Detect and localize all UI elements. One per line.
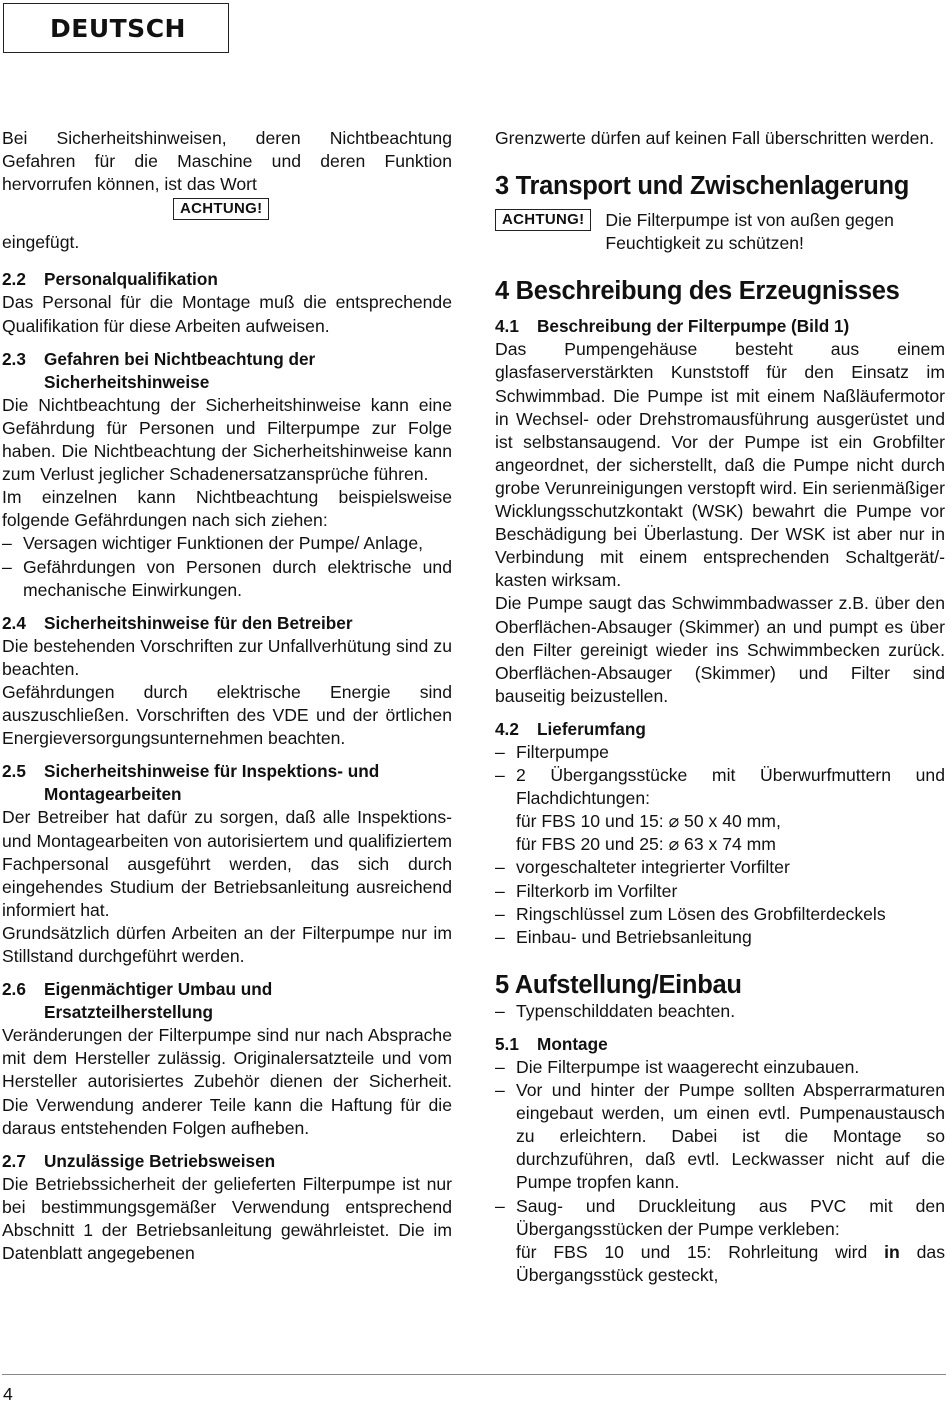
section-2-3	[2, 348, 452, 602]
right-column	[495, 127, 945, 1287]
list-item: – Typenschilddaten beachten.	[495, 1000, 736, 1021]
section-2-5	[2, 760, 452, 968]
list-item: – Filterpumpe	[495, 741, 609, 762]
transport-note-text: Die Filterpumpe ist von außen gegen Feuchtigkeit zu schützen!	[605, 210, 894, 254]
footer-divider	[2, 1374, 946, 1375]
list-item: – Saug- und Druckleitung aus PVC mit den Übergangsstücken der Pumpe verkleben:	[495, 1195, 945, 1239]
montage-note: für FBS 10 und 15: Rohrleitung wird in das Übergangsstück gesteckt,	[516, 1241, 945, 1285]
list-item: – Filterkorb im Vorfilter	[495, 880, 678, 901]
section-4-1	[495, 315, 945, 708]
section-title: Beschreibung der Filterpumpe (Bild 1)	[537, 316, 850, 337]
section-number: 2.4	[2, 612, 26, 633]
section-body: Die Betriebssicherheit der gelieferten Filterpumpe ist nur bei bestimmungsgemäßer Verwendung entsprechend Abschnitt 1 der Betriebsanleitung gewährleistet. Die im Datenblatt angegebenen	[2, 1173, 452, 1264]
left-column	[2, 127, 452, 1265]
list-item: – 2 Übergangsstücke mit Überwurfmuttern und Flachdichtungen:	[495, 765, 945, 809]
section-number: 4.2	[495, 718, 519, 739]
section-2-7	[2, 1150, 452, 1265]
section-number: 2.2	[2, 269, 26, 290]
list-item: – Versagen wichtiger Funktionen der Pumpe/ Anlage,	[2, 533, 424, 554]
section-title-cont: Ersatzteilherstellung	[44, 1002, 214, 1023]
fbs-size-line: für FBS 20 und 25: ⌀ 63 x 74 mm	[516, 834, 776, 855]
section-number: 2.5	[2, 761, 26, 782]
section-number: 4.1	[495, 316, 519, 337]
section-title: Montage	[537, 1033, 608, 1054]
section-2-6	[2, 978, 452, 1140]
section-number: 5.1	[495, 1033, 519, 1054]
section-body: Die Pumpe saugt das Schwimmbadwasser z.B. über den Oberflächen-Absauger (Skimmer) an und pumpt es über den Filter gereinigt wieder ins Schwimmbecken zurück. Oberflächen-Absauger (Skimmer) und Filter sind bauseitig beizustellen.	[495, 593, 945, 706]
section-body: Grundsätzlich dürfen Arbeiten an der Filterpumpe nur im Stillstand durchgeführt werden.	[2, 922, 452, 966]
section-number: 2.7	[2, 1150, 26, 1171]
fbs-size-line: für FBS 10 und 15: ⌀ 50 x 40 mm,	[516, 811, 781, 832]
section-title: Unzulässige Betriebsweisen	[44, 1150, 276, 1171]
section-5-1	[495, 1033, 945, 1287]
section-body: Im einzelnen kann Nichtbeachtung beispielsweise folgende Gefährdungen nach sich ziehen:	[2, 487, 452, 531]
achtung-badge: ACHTUNG!	[495, 209, 591, 231]
section-title: Personalqualifikation	[44, 269, 218, 290]
list-item: – Vor und hinter der Pumpe sollten Absperrarmaturen eingebaut werden, um einen evtl. Pumpenaustausch zu erleichtern. Dabei ist die Montage so durchzuführen, daß evtl. Leckwasser nicht auf die Pumpe tropfen kann.	[495, 1080, 945, 1193]
intro-text: Bei Sicherheitshinweisen, deren Nichtbeachtung Gefahren für die Maschine und deren Funktion hervorrufen können, ist das Wort	[2, 128, 452, 195]
section-title: Lieferumfang	[537, 718, 646, 739]
list-item: – Gefährdungen von Personen durch elektrische und mechanische Einwirkungen.	[2, 556, 452, 600]
section-title: Eigenmächtiger Umbau und	[44, 979, 273, 1000]
section-body: Das Pumpengehäuse besteht aus einem glasfaserverstärkten Kunststoff für den Einsatz im Schwimmbad. Die Pumpe ist mit einem Naßläufermotor in Wechsel- oder Drehstromausführung ausgerüstet und ist selbstansaugend. Vor der Pumpe ist ein Grobfilter angeordnet, der sicherstellt, daß die Pumpe nicht durch grobe Verunreinigungen verstopft wird. Ein serienmäßiger Wicklungsschutzkontakt (WSK) bewahrt die Pumpe vor Beschädigung bei Überlastung. Der WSK ist aber nur in Verbindung mit einem entsprechenden Schaltgerät/-kasten wirksam.	[495, 339, 945, 591]
chapter-3-title: 3 Transport und Zwischenlagerung	[495, 172, 910, 201]
transport-note	[495, 209, 945, 255]
chapter-4-title: 4 Beschreibung des Erzeugnisses	[495, 277, 900, 306]
section-number: 2.3	[2, 348, 26, 369]
list-item: – Ringschlüssel zum Lösen des Grobfilterdeckels	[495, 903, 886, 924]
section-body: Die Nichtbeachtung der Sicherheitshinweise kann eine Gefährdung für Personen und Filterpumpe zur Folge haben. Die Nichtbeachtung der Sicherheitshinweise kann zum Verlust jeglicher Schadenersatzansprüche führen.	[2, 394, 452, 485]
section-number: 2.6	[2, 979, 26, 1000]
section-2-2	[2, 268, 452, 337]
section-body: Der Betreiber hat dafür zu sorgen, daß alle Inspektions- und Montagearbeiten von autorisiertem und qualifiziertem Fachpersonal ausgeführt werden, das sich durch eingehendes Studium der Betriebsanleitung ausreichend informiert hat.	[2, 807, 452, 920]
list-item: – vorgeschalteter integrierter Vorfilter	[495, 857, 790, 878]
list-item: – Die Filterpumpe ist waagerecht einzubauen.	[495, 1057, 860, 1077]
section-body: Die bestehenden Vorschriften zur Unfallverhütung sind zu beachten.	[2, 635, 452, 679]
section-title: Sicherheitshinweise für Inspektions- und	[44, 761, 380, 782]
chapter-5-title: 5 Aufstellung/Einbau	[495, 970, 742, 999]
section-body: Veränderungen der Filterpumpe sind nur nach Absprache mit dem Hersteller zulässig. Originalersatzteile und vom Hersteller autorisiertes Zubehör dienen der Sicherheit. Die Verwendung anderer Teile kann die Haftung für die daraus entstehenden Folgen aufheben.	[2, 1025, 452, 1138]
continued-text: Grenzwerte dürfen auf keinen Fall überschritten werden.	[495, 128, 935, 148]
section-title: Gefahren bei Nichtbeachtung der	[44, 348, 316, 369]
section-2-4	[2, 612, 452, 751]
section-body: Das Personal für die Montage muß die entsprechende Qualifikation für diese Arbeiten aufweisen.	[2, 292, 452, 336]
section-4-2	[495, 718, 945, 949]
page-number: 4	[3, 1384, 13, 1404]
section-body: Gefährdungen durch elektrische Energie sind auszuschließen. Vorschriften des VDE und der örtlichen Energieversorgungsunternehmen beachten.	[2, 681, 452, 749]
section-title-cont: Sicherheitshinweise	[44, 371, 210, 392]
list-item: – Einbau- und Betriebsanleitung	[495, 926, 752, 947]
language-label: DEUTSCH	[3, 3, 229, 53]
section-title: Sicherheitshinweise für den Betreiber	[44, 612, 353, 633]
section-title-cont: Montagearbeiten	[44, 784, 182, 805]
achtung-badge: ACHTUNG!	[173, 198, 269, 220]
inserted-text: eingefügt.	[2, 232, 80, 253]
achtung-row	[2, 196, 452, 231]
